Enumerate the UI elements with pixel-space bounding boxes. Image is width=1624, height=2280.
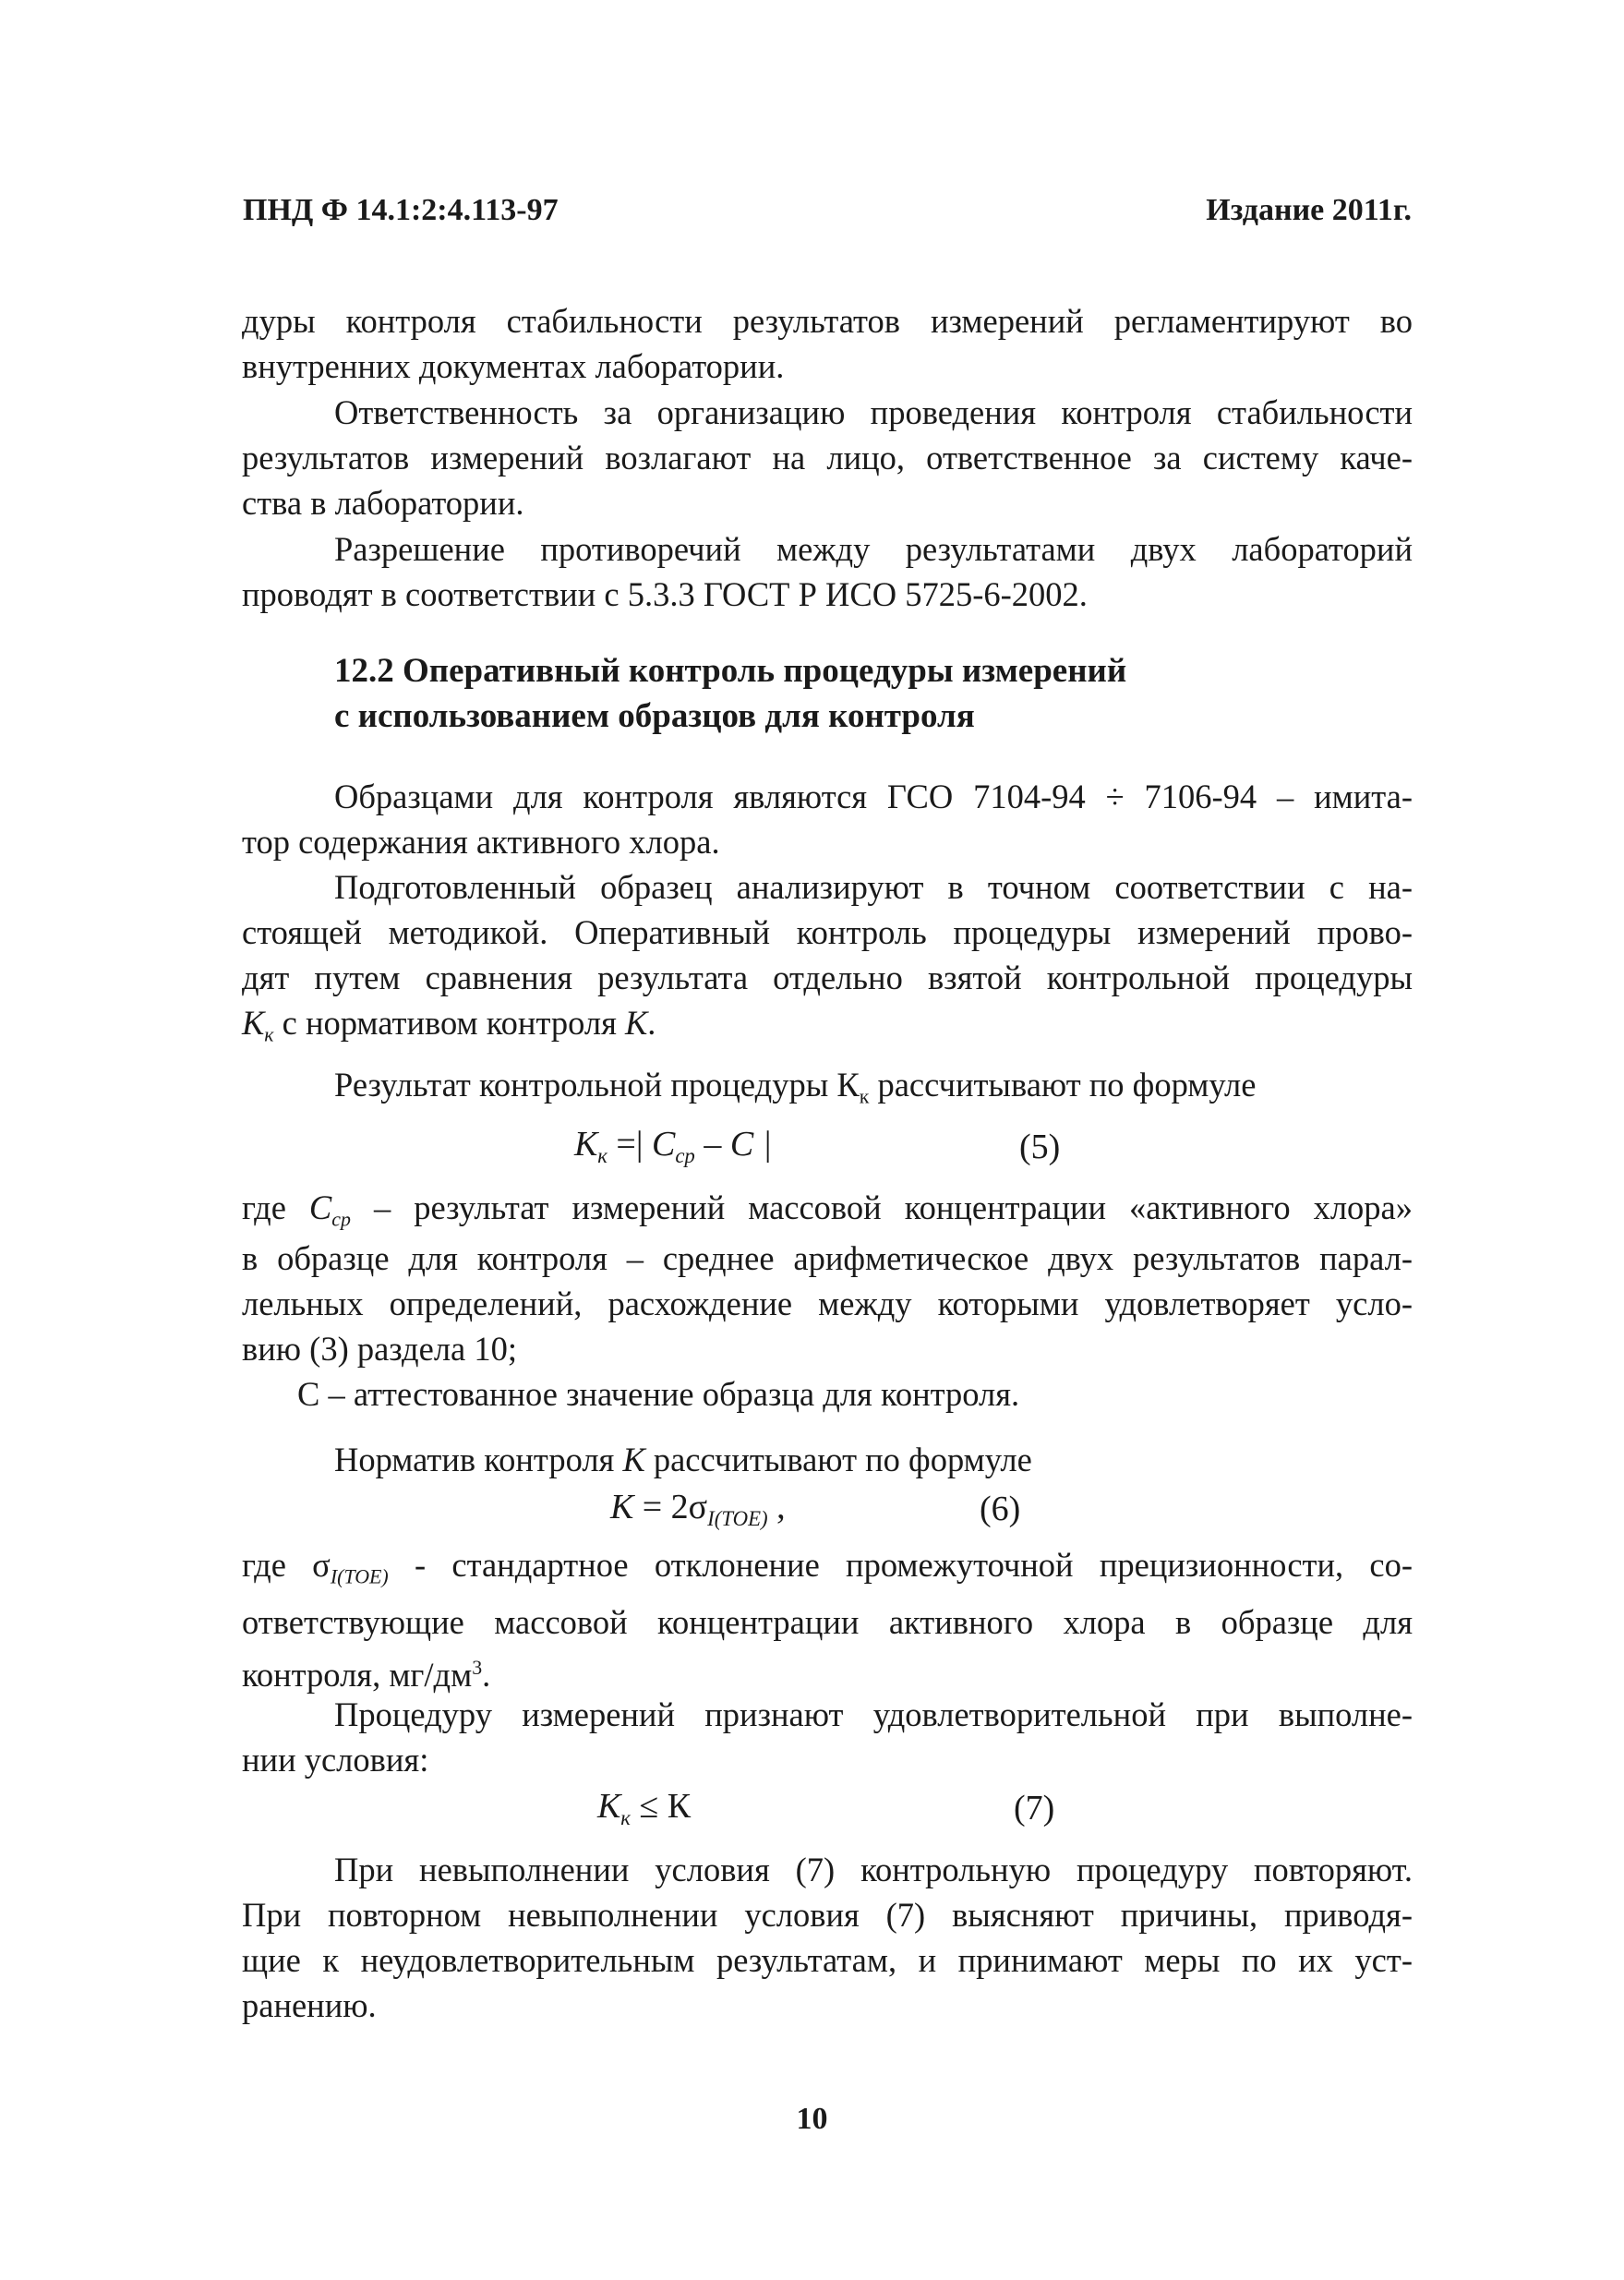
- paragraph-normative-intro: Норматив контроля К рассчитывают по формуле: [334, 1441, 1032, 1478]
- paragraph-where-sigma: где $\sigma_{I(TOE)}$ - стандартное отклонение промежуточной прецизионности, со- ответствующие массовой концентрации активного хлора в образце для контроля, $мг/дм^3$.: [242, 1546, 1413, 1694]
- page-number: 10: [796, 2102, 828, 2136]
- paragraph-result-formula-intro: Результат контрольной процедуры $К_к$ рассчитывают по формуле: [334, 1066, 1257, 1108]
- edition-label: Издание 2011г.: [1206, 193, 1412, 227]
- paragraph-where-c: С – аттестованное значение образца для контроля.: [297, 1375, 1020, 1413]
- equation-number-7: (7): [1014, 1789, 1055, 1828]
- paragraph-acceptance: Процедуру измерений признают удовлетворительной при выполне- нии условия:: [242, 1695, 1413, 1779]
- formula-7: $К_к \le К$: [597, 1787, 692, 1829]
- equation-number-6: (6): [980, 1490, 1021, 1528]
- paragraph-where-c-avg-cont: в образце для контроля – среднее арифметическое двух результатов парал- лельных определений, расхождение между которыми удовлетворяет усло- вию (3) раздела 10;: [242, 1239, 1413, 1368]
- paragraph-control-samples: Образцами для контроля являются ГСО 7104-94 ÷ 7106-94 – имита- тор содержания активного хлора.: [242, 778, 1413, 861]
- equation-number-5: (5): [1019, 1128, 1061, 1166]
- formula-6: $К = 2\sigma_{I(TOE)}$ ,: [610, 1488, 786, 1530]
- paragraph-intro-1: дуры контроля стабильности результатов измерений регламентируют во внутренних документах лаборатории.: [242, 302, 1413, 385]
- paragraph-intro-3: Разрешение противоречий между результатами двух лабораторий проводят в соответствии с 5.3.3 ГОСТ Р ИСО 5725-6-2002.: [242, 530, 1413, 613]
- paragraph-operational-control: Подготовленный образец анализируют в точном соответствии с на- стоящей методикой. Оперативный контроль процедуры измерений прово- дят путем сравнения результата отдельно взятой контрольной процедуры $К_к$ с нормативом контроля К.: [242, 868, 1413, 1046]
- section-heading: 12.2 Оперативный контроль процедуры измерений с использованием образцов для контроля: [334, 652, 1127, 735]
- paragraph-where-c-avg: где $С_{ср}$ – результат измерений массовой концентрации «активного хлора»: [242, 1188, 1413, 1231]
- paragraph-intro-2: Ответственность за организацию проведения контроля стабильности результатов измерений возлагают на лицо, ответственное за систему каче- ства в лаборатории.: [242, 393, 1413, 522]
- paragraph-repeat-procedure: При невыполнении условия (7) контрольную процедуру повторяют. При повторном невыполнении условия (7) выясняют причины, приводя- щие к неудовлетворительным результатам, и принимают меры по их уст- ранению.: [242, 1851, 1413, 2024]
- formula-5: $К_к$ =| $С_{ср}$ – С |: [574, 1125, 773, 1167]
- document-code: ПНД Ф 14.1:2:4.113-97: [243, 193, 559, 227]
